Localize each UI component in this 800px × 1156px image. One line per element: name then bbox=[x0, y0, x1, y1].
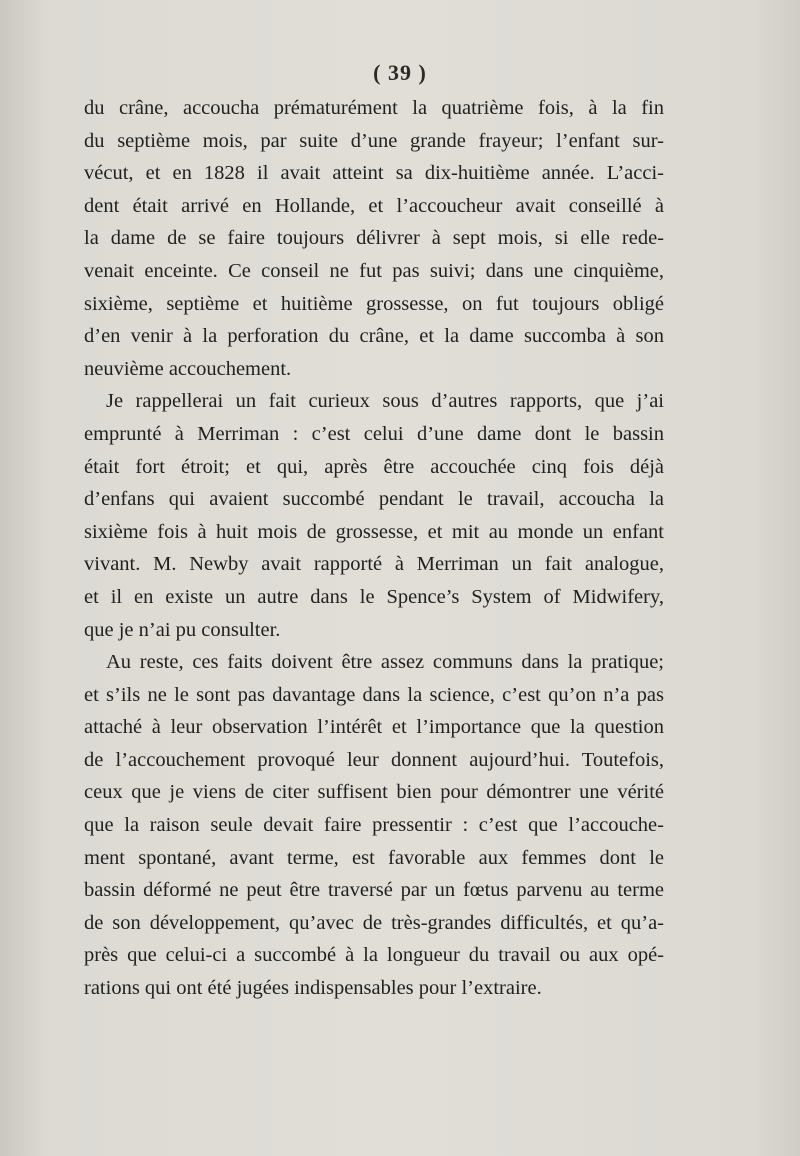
page-number: ( 39 ) bbox=[373, 60, 427, 85]
text-line: venait enceinte. Ce conseil ne fut pas suivi; dans une cinquième, bbox=[84, 259, 664, 282]
text-line: d’enfans qui avaient succombé pendant le travail, accoucha la bbox=[84, 488, 664, 511]
body-text bbox=[84, 92, 664, 1005]
text-line: neuvième accouchement. bbox=[84, 357, 292, 380]
text-line: près que celui-ci a succombé à la longueur du travail ou aux opé- bbox=[84, 944, 664, 967]
text-line: rations qui ont été jugées indispensables pour l’extraire. bbox=[84, 977, 542, 1000]
text-line: attaché à leur observation l’intérêt et l’importance que la question bbox=[84, 716, 664, 739]
text-line: de l’accouchement provoqué leur donnent aujourd’hui. Toutefois, bbox=[84, 748, 664, 771]
text-line: la dame de se faire toujours délivrer à sept mois, si elle rede- bbox=[84, 227, 664, 250]
text-line: Je rappellerai un fait curieux sous d’autres rapports, que j’ai bbox=[106, 390, 664, 413]
text-line: sixième fois à huit mois de grossesse, et mit au monde un enfant bbox=[84, 520, 664, 543]
text-line: Au reste, ces faits doivent être assez communs dans la pratique; bbox=[106, 651, 664, 674]
text-line: du crâne, accoucha prématurément la quatrième fois, à la fin bbox=[84, 97, 664, 119]
text-line: dent était arrivé en Hollande, et l’accoucheur avait conseillé à bbox=[84, 194, 664, 217]
text-line: d’en venir à la perforation du crâne, et la dame succomba à son bbox=[84, 325, 664, 348]
text-line: vivant. M. Newby avait rapporté à Merriman un fait analogue, bbox=[84, 553, 664, 576]
text-line: que je n’ai pu consulter. bbox=[84, 618, 281, 641]
text-line: sixième, septième et huitième grossesse, on fut toujours obligé bbox=[84, 292, 664, 315]
text-line: de son développement, qu’avec de très-grandes difficultés, et qu’a- bbox=[84, 911, 664, 934]
text-line: que la raison seule devait faire pressentir : c’est que l’accouche- bbox=[84, 814, 664, 837]
text-line: du septième mois, par suite d’une grande frayeur; l’enfant sur- bbox=[84, 129, 664, 152]
text-line: vécut, et en 1828 il avait atteint sa dix-huitième année. L’acci- bbox=[84, 162, 664, 185]
text-line: et il en existe un autre dans le Spence’s System of Midwifery, bbox=[84, 585, 664, 608]
text-line: bassin déformé ne peut être traversé par un fœtus parvenu au terme bbox=[84, 879, 664, 902]
text-line: ceux que je viens de citer suffisent bien pour démontrer une vérité bbox=[84, 781, 664, 804]
text-line: et s’ils ne le sont pas davantage dans la science, c’est qu’on n’a pas bbox=[84, 683, 664, 706]
text-line: emprunté à Merriman : c’est celui d’une dame dont le bassin bbox=[84, 422, 664, 445]
text-line: ment spontané, avant terme, est favorable aux femmes dont le bbox=[84, 846, 664, 869]
text-line: était fort étroit; et qui, après être accouchée cinq fois déjà bbox=[84, 455, 664, 478]
